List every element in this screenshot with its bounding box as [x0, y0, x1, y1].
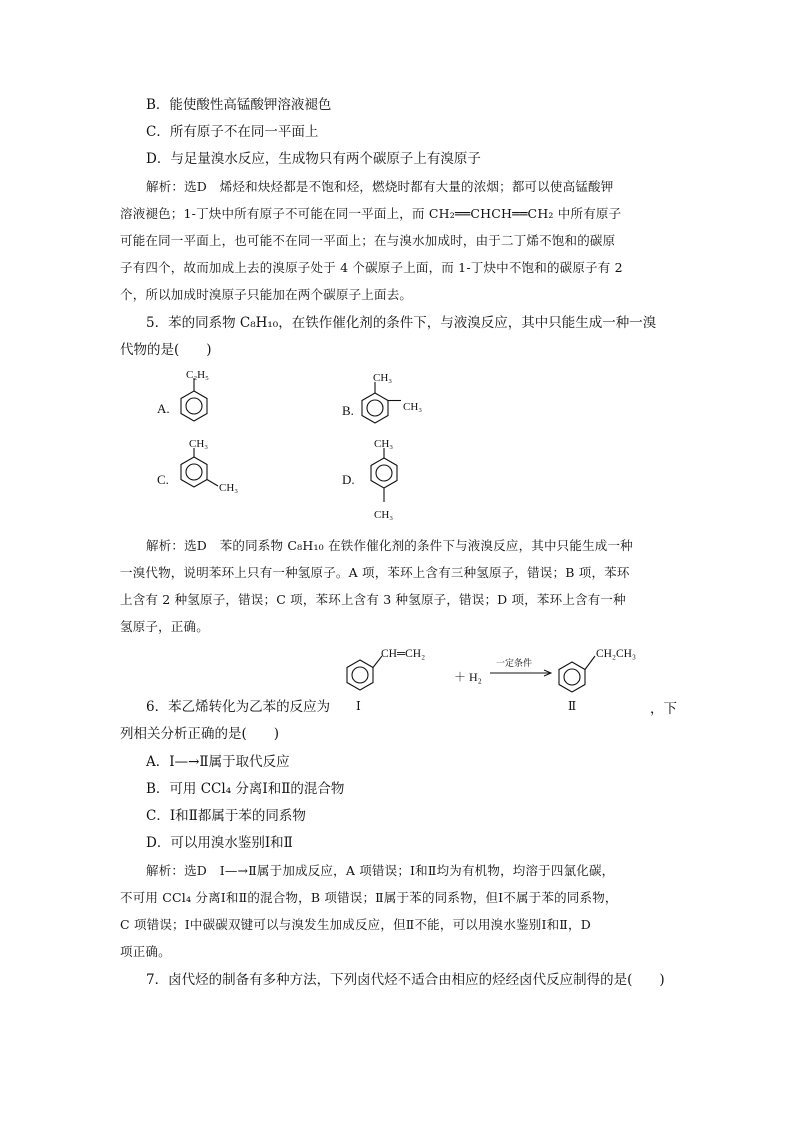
compound-label-ii: Ⅱ [568, 699, 577, 712]
compound-label-i: Ⅰ [356, 699, 361, 712]
q4-option-c: C．所有原子不在同一平面上 [146, 124, 319, 140]
substituent-ch3: CH₃ [374, 438, 394, 450]
structure-a [181, 378, 207, 421]
structure-c [181, 448, 218, 487]
label-b: B. [342, 403, 354, 418]
q4-explanation-line: 子有四个，故而加成上去的溴原子处于 4 个碳原子上面，而 1-丁炔中不饱和的碳原子有 2 [120, 260, 623, 275]
q5-explanation-line: 氢原子，正确。 [120, 619, 209, 634]
q6-option-d: D．可以用溴水鉴别Ⅰ和Ⅱ [146, 835, 293, 851]
q6-option-a: A．Ⅰ—→Ⅱ属于取代反应 [146, 754, 290, 770]
ethyl-group: CH₂CH₃ [596, 648, 636, 660]
substituent-c2h5: C₂H₅ [186, 369, 209, 381]
label-d: D. [342, 472, 355, 487]
label-c: C. [157, 472, 169, 487]
structure-d [371, 448, 397, 502]
q6-option-b: B．可用 CCl₄ 分离Ⅰ和Ⅱ的混合物 [146, 781, 345, 797]
q6-explanation-line: 项正确。 [120, 944, 171, 959]
structure-b [362, 382, 401, 423]
substituent-ch3: CH₃ [189, 438, 209, 450]
q5-stem-cont: 代物的是( ) [120, 342, 212, 358]
q6-explanation-line: 解析：选D Ⅰ—→Ⅱ属于加成反应，A 项错误；Ⅰ和Ⅱ均为有机物，均溶于四氯化碳， [146, 863, 615, 878]
q6-explanation-line: C 项错误；Ⅰ中碳碳双键可以与溴发生加成反应，但Ⅱ不能，可以用溴水鉴别Ⅰ和Ⅱ，D [120, 917, 591, 932]
q6-stem-tail: ，下 [650, 701, 677, 717]
q6-explanation-line: 不可用 CCl₄ 分离Ⅰ和Ⅱ的混合物，B 项错误；Ⅱ属于苯的同系物，但Ⅰ不属于苯的同系物， [120, 890, 618, 905]
vinyl-group: CH═CH₂ [381, 648, 426, 660]
q6-option-c: C．Ⅰ和Ⅱ都属于苯的同系物 [146, 808, 306, 824]
q5-stem: 5．苯的同系物 C₈H₁₀，在铁作催化剂的条件下，与液溴反应，其中只能生成一种一溴 [146, 315, 657, 331]
q5-explanation-line: 一溴代物，说明苯环上只有一种氢原子。A 项，苯环上含有三种氢原子，错误；B 项，苯环 [120, 565, 630, 580]
ethylbenzene-structure [559, 656, 595, 692]
q4-explanation-line: 溶液褪色；1-丁炔中所有原子不可能在同一平面上，而 CH₂══CHCH══CH₂ 中所有原子 [120, 206, 622, 221]
plus-h2: ＋ H₂ [454, 670, 482, 684]
q5-explanation-line: 上含有 2 种氢原子，错误；C 项，苯环上含有 3 种氢原子，错误；D 项，苯环上含有一种 [120, 592, 626, 607]
q6-stem-cont: 列相关分析正确的是( ) [120, 726, 280, 742]
q4-explanation-line: 个，所以加成时溴原子只能加在两个碳原子上面去。 [120, 287, 413, 302]
substituent-ch3: CH₃ [219, 482, 239, 494]
reaction-condition: 一定条件 [496, 658, 533, 668]
substituent-ch3: CH₃ [374, 509, 394, 521]
q4-explanation-line: 解析：选D 烯烃和炔烃都是不饱和烃，燃烧时都有大量的浓烟；都可以使高锰酸钾 [146, 179, 614, 194]
q4-option-b: B．能使酸性高锰酸钾溶液褪色 [146, 97, 332, 113]
q7-stem: 7．卤代烃的制备有多种方法，下列卤代烃不适合由相应的烃经卤代反应制得的是( ) [146, 972, 665, 988]
q4-explanation-line: 可能在同一平面上，也可能不在同一平面上；在与溴水加成时，由于二丁烯不饱和的碳原 [120, 233, 616, 248]
label-a: A. [157, 401, 170, 416]
substituent-ch3: CH₃ [403, 401, 423, 413]
q5-explanation-line: 解析：选D 苯的同系物 C₈H₁₀ 在铁作催化剂的条件下与液溴反应，其中只能生成一种 [146, 538, 633, 553]
styrene-structure [347, 656, 382, 690]
q4-option-d: D．与足量溴水反应，生成物只有两个碳原子上有溴原子 [146, 151, 481, 167]
reaction-arrow [490, 670, 551, 676]
substituent-ch3: CH₃ [373, 372, 393, 384]
q5-structures [0, 365, 794, 525]
q6-stem: 6．苯乙烯转化为乙苯的反应为 [146, 699, 331, 715]
